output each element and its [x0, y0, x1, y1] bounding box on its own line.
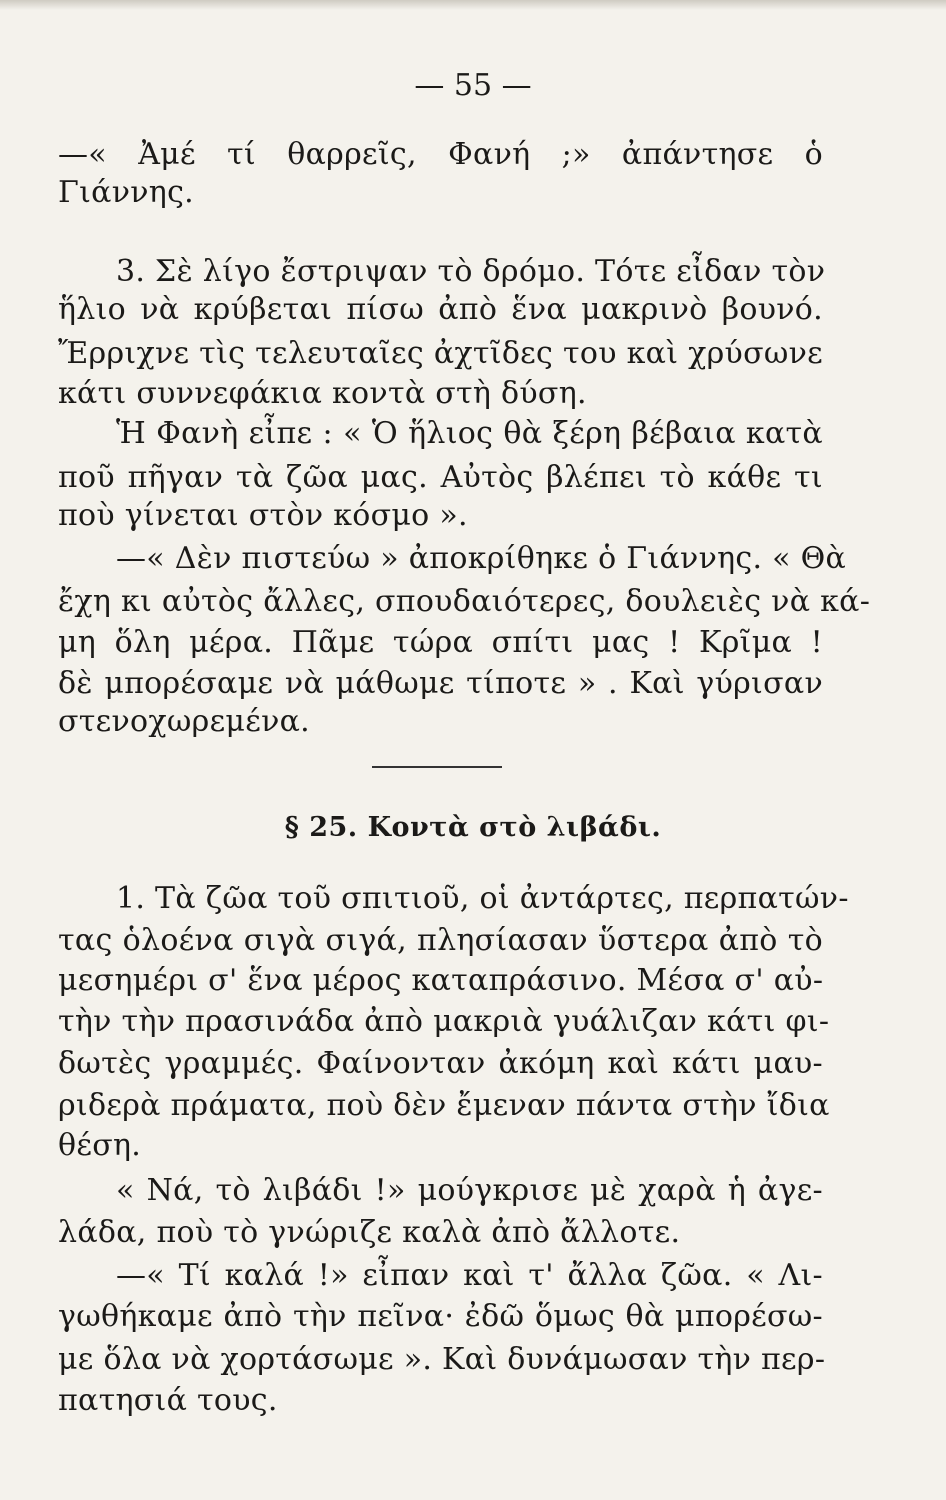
section-heading: § 25. Κοντὰ στὸ λιβάδι.: [284, 812, 662, 843]
text-line: Ἔρριχνε τὶς τελευταῖες ἀχτῖδες του καὶ χρύσωνε: [58, 336, 823, 371]
text-line: δὲ μπορέσαμε νὰ μάθωμε τίποτε » . Καὶ γύρισαν: [58, 666, 823, 701]
page-edge-shadow: [0, 0, 946, 10]
text-line: —« Ἀμέ τί θαρρεῖς, Φανή ;» ἀπάντησε ὁ: [58, 137, 823, 172]
section-divider: [372, 766, 502, 768]
text-line: ἔχη κι αὐτὸς ἄλλες, σπουδαιότερες, δουλειὲς νὰ κά-: [58, 584, 871, 619]
text-line: 1. Τὰ ζῶα τοῦ σπιτιοῦ, οἱ ἀντάρτες, περπατών-: [116, 881, 849, 916]
text-line: κάτι συννεφάκια κοντὰ στὴ δύση.: [58, 376, 587, 411]
text-line: μεσημέρι σ' ἕνα μέρος καταπράσινο. Μέσα σ' αὐ-: [58, 963, 824, 998]
text-line: μη ὅλη μέρα. Πᾶμε τώρα σπίτι μας ! Κρῖμα !: [58, 625, 823, 660]
text-line: ποῦ πῆγαν τὰ ζῶα μας. Αὐτὸς βλέπει τὸ κάθε τι: [58, 460, 823, 495]
text-line: στενοχωρεμένα.: [58, 704, 311, 739]
text-line: Ἡ Φανὴ εἶπε : « Ὁ ἥλιος θὰ ξέρη βέβαια κατὰ: [116, 416, 823, 451]
text-line: —« Δὲν πιστεύω » ἀποκρίθηκε ὁ Γιάννης. « Θὰ: [116, 541, 847, 576]
text-line: γωθήκαμε ἀπὸ τὴν πεῖνα· ἐδῶ ὅμως θὰ μπορέσω-: [58, 1299, 823, 1334]
text-line: ἥλιο νὰ κρύβεται πίσω ἀπὸ ἕνα μακρινὸ βουνό.: [58, 292, 823, 327]
text-line: —« Τί καλά !» εἶπαν καὶ τ' ἄλλα ζῶα. « Λι-: [116, 1258, 823, 1293]
text-line: θέση.: [58, 1128, 142, 1163]
text-line: τας ὁλοένα σιγὰ σιγά, πλησίασαν ὕστερα ἀπὸ τὸ: [58, 923, 823, 958]
text-line: ποὺ γίνεται στὸν κόσμο ».: [58, 498, 468, 533]
text-line: 3. Σὲ λίγο ἔστριψαν τὸ δρόμο. Τότε εἶδαν τὸν: [116, 254, 826, 289]
page-number: — 55 —: [414, 68, 532, 103]
text-line: ριδερὰ πράματα, ποὺ δὲν ἔμεναν πάντα στὴν ἴδια: [58, 1088, 830, 1123]
text-line: « Νά, τὸ λιβάδι !» μούγκρισε μὲ χαρὰ ἡ ἀγε-: [116, 1173, 823, 1208]
text-line: Γιάννης.: [58, 175, 195, 210]
text-line: τὴν τὴν πρασινάδα ἀπὸ μακριὰ γυάλιζαν κάτι φι-: [58, 1004, 830, 1039]
text-line: με ὅλα νὰ χορτάσωμε ». Καὶ δυνάμωσαν τὴν περ-: [58, 1342, 826, 1377]
text-line: πατησιά τους.: [58, 1383, 278, 1418]
text-line: δωτὲς γραμμές. Φαίνονταν ἀκόμη καὶ κάτι μαυ-: [58, 1046, 823, 1081]
text-line: λάδα, ποὺ τὸ γνώριζε καλὰ ἀπὸ ἄλλοτε.: [58, 1215, 681, 1250]
